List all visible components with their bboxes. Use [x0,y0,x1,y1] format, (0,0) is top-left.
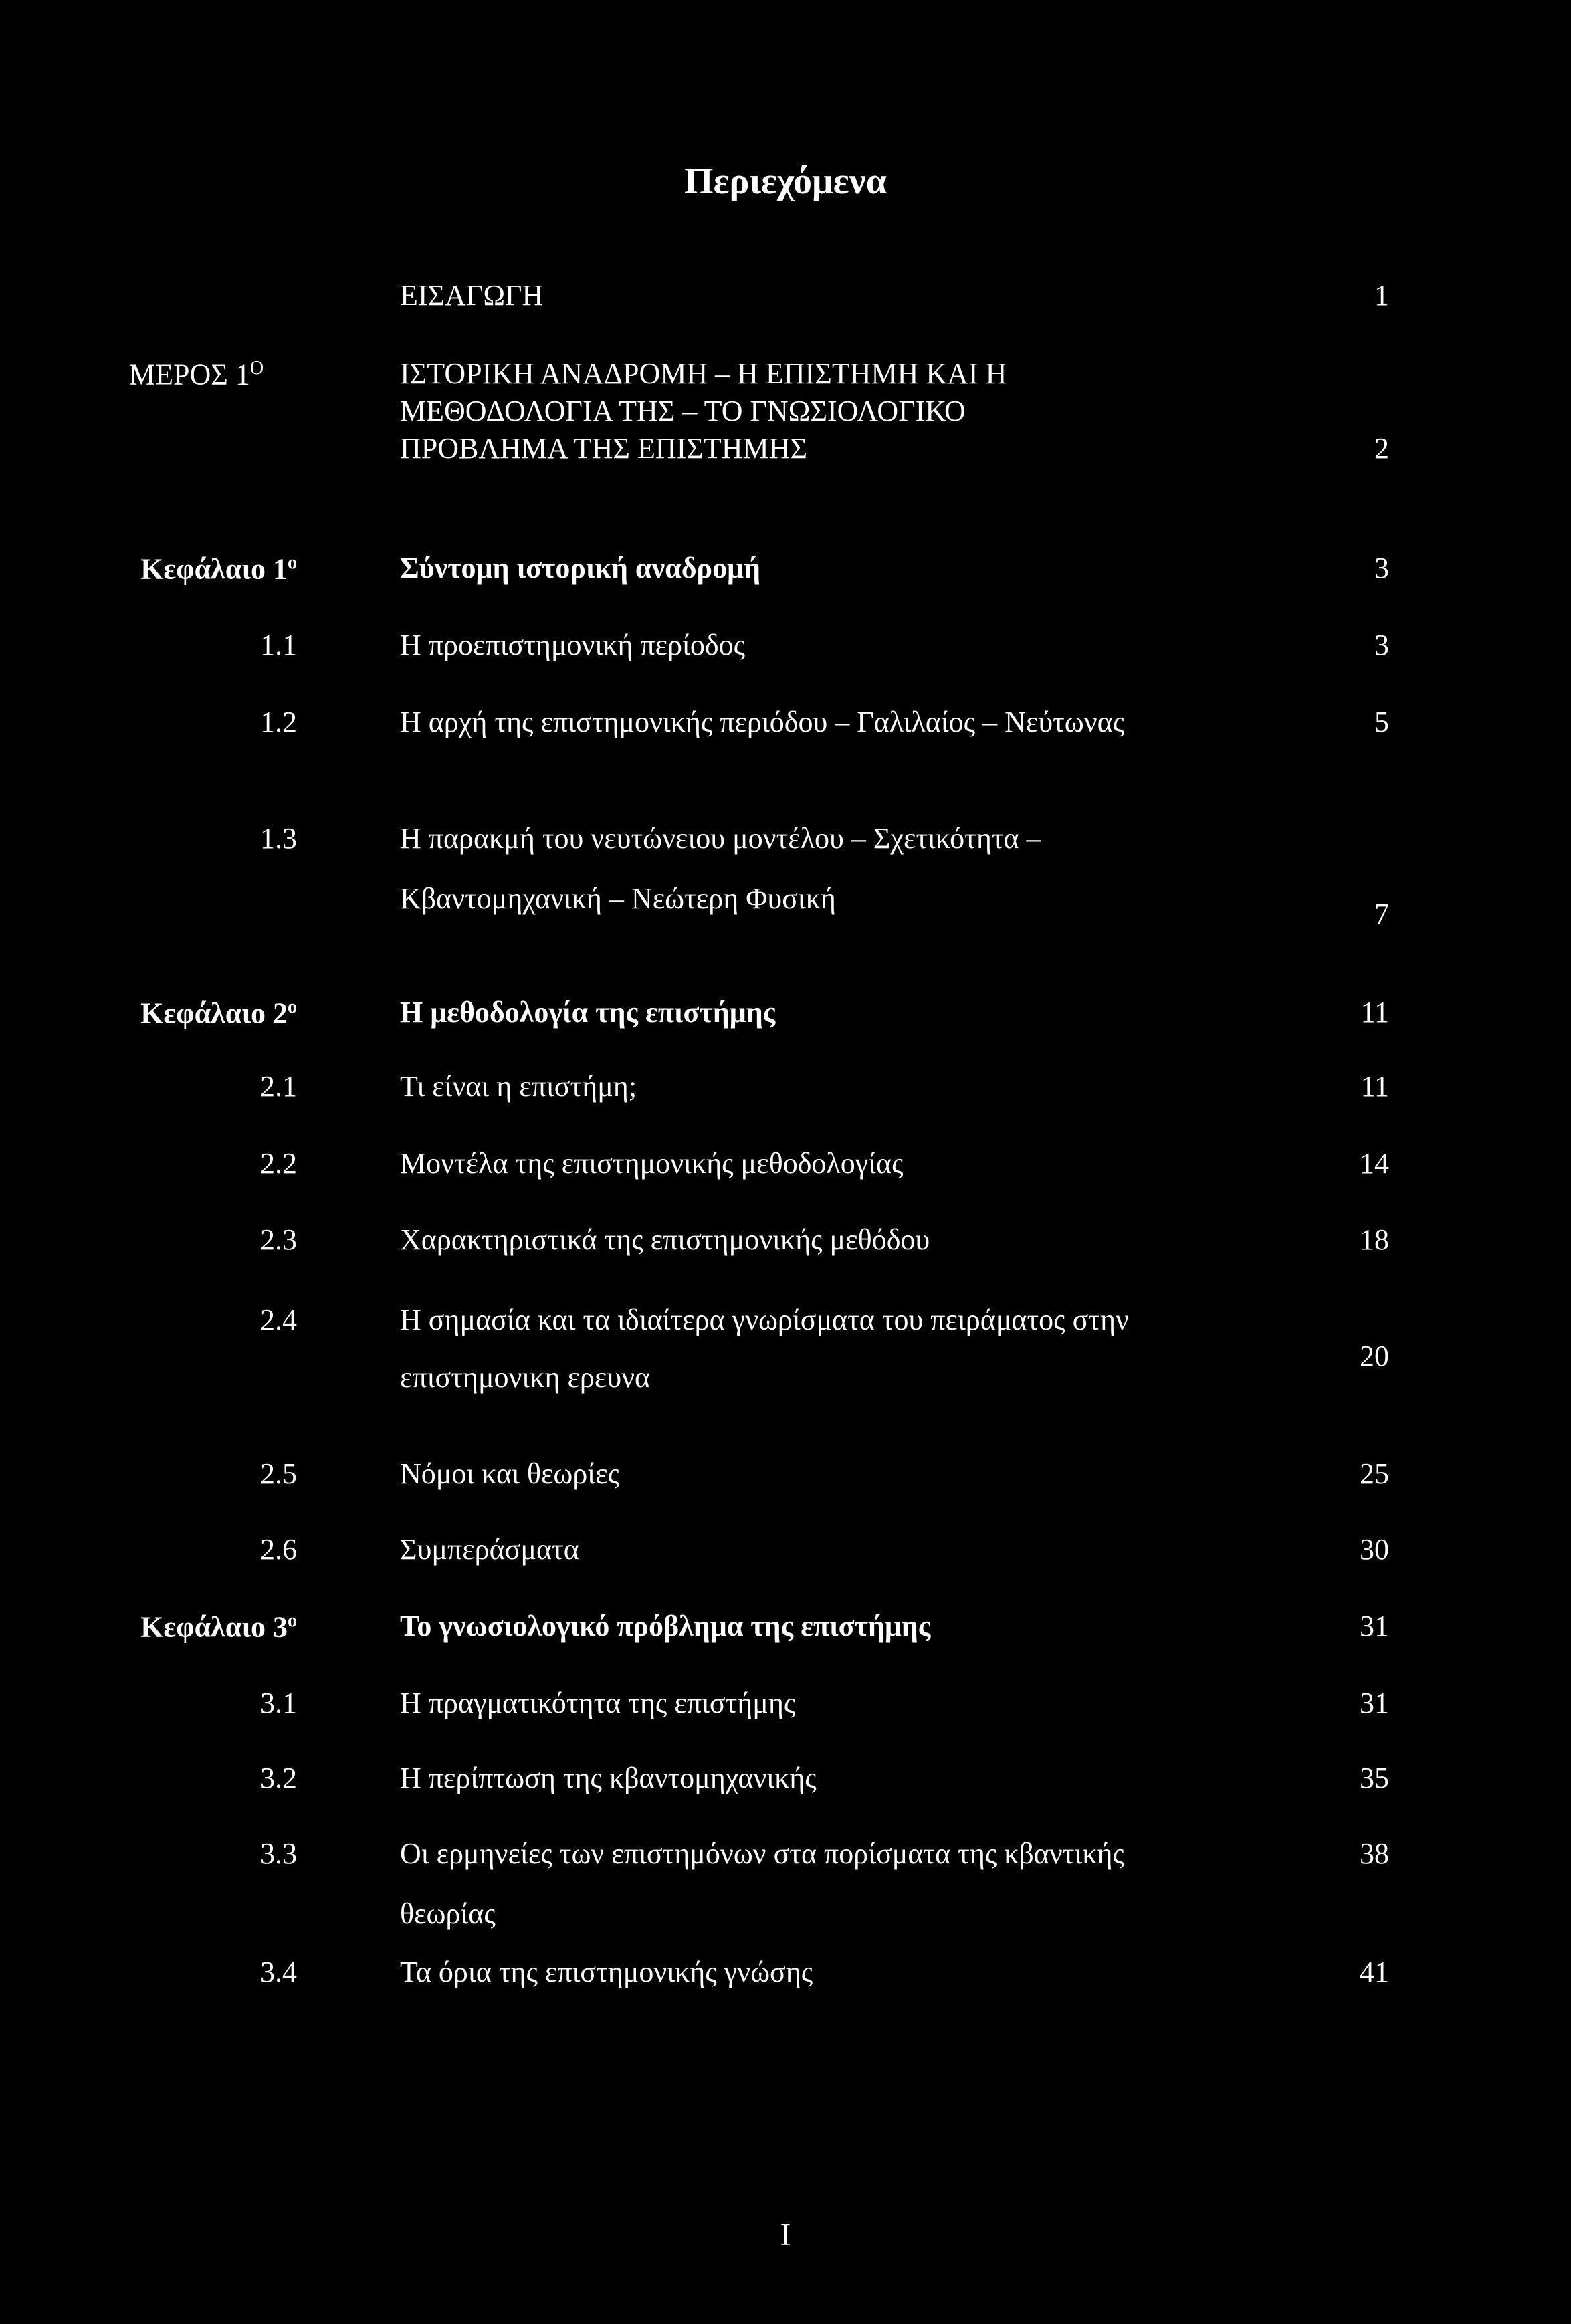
toc-section-number: 2.4 [260,1303,297,1336]
toc-section-title[interactable]: Η περίπτωση της κβαντομηχανικής [400,1762,817,1794]
toc-section-title[interactable]: Συμπεράσματα [400,1533,579,1566]
toc-section-number: 2.1 [260,1070,297,1103]
toc-intro-title[interactable]: ΕΙΣΑΓΩΓΗ [400,279,544,312]
toc-chapter3-label: Κεφάλαιο $3^o$ [140,1610,297,1644]
toc-section-title-cont[interactable]: Κβαντομηχανική – Νεώτερη Φυσική [400,882,836,915]
toc-section-title[interactable]: Η προεπιστημονική περίοδος [400,629,746,661]
toc-part1-line-3[interactable]: ΠΡΟΒΛΗΜΑ ΤΗΣ ΕΠΙΣΤΗΜΗΣ [400,432,808,465]
toc-section-page: 11 [1360,1070,1389,1103]
toc-section-page: 38 [1360,1837,1389,1870]
toc-section-page: 35 [1360,1762,1389,1794]
toc-section-title[interactable]: Η σημασία και τα ιδιαίτερα γνωρίσματα του πειράματος στην [400,1303,1129,1336]
toc-part1-page: 2 [1374,432,1389,465]
toc-part1-line-2[interactable]: ΜΕΘΟΔΟΛΟΓΙΑ ΤΗΣ – ΤΟ ΓΝΩΣΙΟΛΟΓΙΚΟ [400,395,966,427]
page-title: Περιεχόμενα [684,161,887,202]
toc-section-number: 2.3 [260,1223,297,1256]
footer-page-number: I [780,2217,791,2252]
toc-section-page: 5 [1374,706,1389,738]
toc-section-title-cont[interactable]: επιστημονικη ερευνα [400,1361,651,1394]
toc-section-number: 2.6 [260,1533,297,1566]
toc-section-title[interactable]: Η παρακμή του νευτώνειου μοντέλου – Σχετικότητα – [400,822,1041,855]
toc-section-title[interactable]: Οι ερμηνείες των επιστημόνων στα πορίσματα της κβαντικής [400,1837,1124,1870]
toc-section-title[interactable]: Μοντέλα της επιστημονικής μεθοδολογίας [400,1147,904,1180]
toc-chapter2-label: Κεφάλαιο $2^o$ [140,996,297,1030]
toc-chapter1-page: 3 [1374,552,1389,585]
toc-chapter2-page: 11 [1360,996,1389,1029]
toc-section-number: 3.4 [260,1956,297,1988]
toc-section-number: 3.3 [260,1837,297,1870]
toc-section-title[interactable]: Η αρχή της επιστημονικής περιόδου – Γαλιλαίος – Νεύτωνας [400,706,1125,738]
toc-section-number: 2.5 [260,1457,297,1490]
toc-part1-line-1[interactable]: ΙΣΤΟΡΙΚΗ ΑΝΑΔΡΟΜΗ – Η ΕΠΙΣΤΗΜΗ ΚΑΙ Η [400,357,1007,390]
toc-section-title[interactable]: Τα όρια της επιστημονικής γνώσης [400,1956,813,1988]
toc-chapter3-title[interactable]: Το γνωσιολογικό πρόβλημα της επιστήμης [400,1610,931,1643]
toc-section-page: 25 [1360,1457,1389,1490]
toc-section-number: 1.1 [260,629,297,661]
toc-section-number: 2.2 [260,1147,297,1180]
toc-chapter1-title[interactable]: Σύντομη ιστορική αναδρομή [400,552,761,585]
toc-section-number: 3.2 [260,1762,297,1794]
toc-section-title-cont[interactable]: θεωρίας [400,1897,496,1930]
toc-section-title[interactable]: Η πραγματικότητα της επιστήμης [400,1687,796,1719]
toc-section-page: 18 [1360,1223,1389,1256]
toc-section-page: 31 [1360,1687,1389,1719]
toc-section-number: 1.2 [260,706,297,738]
toc-section-page: 30 [1360,1533,1389,1566]
toc-section-page: 7 [1374,897,1389,930]
toc-section-title[interactable]: Χαρακτηριστικά της επιστημονικής μεθόδου [400,1223,930,1256]
toc-section-title[interactable]: Νόμοι και θεωρίες [400,1457,620,1490]
toc-part1-label: ΜΕΡΟΣ $1^O$ [129,358,264,391]
toc-chapter2-title[interactable]: Η μεθοδολογία της επιστήμης [400,996,776,1029]
toc-section-title[interactable]: Τι είναι η επιστήμη; [400,1070,637,1103]
toc-section-page: 14 [1360,1147,1389,1180]
toc-chapter3-page: 31 [1360,1610,1389,1643]
toc-section-page: 3 [1374,629,1389,661]
toc-intro-page: 1 [1374,279,1389,312]
toc-section-number: 1.3 [260,822,297,855]
toc-section-number: 3.1 [260,1687,297,1719]
toc-chapter1-label: Κεφάλαιο $1^o$ [140,552,297,586]
toc-section-page: 41 [1360,1956,1389,1988]
toc-section-page: 20 [1360,1340,1389,1372]
